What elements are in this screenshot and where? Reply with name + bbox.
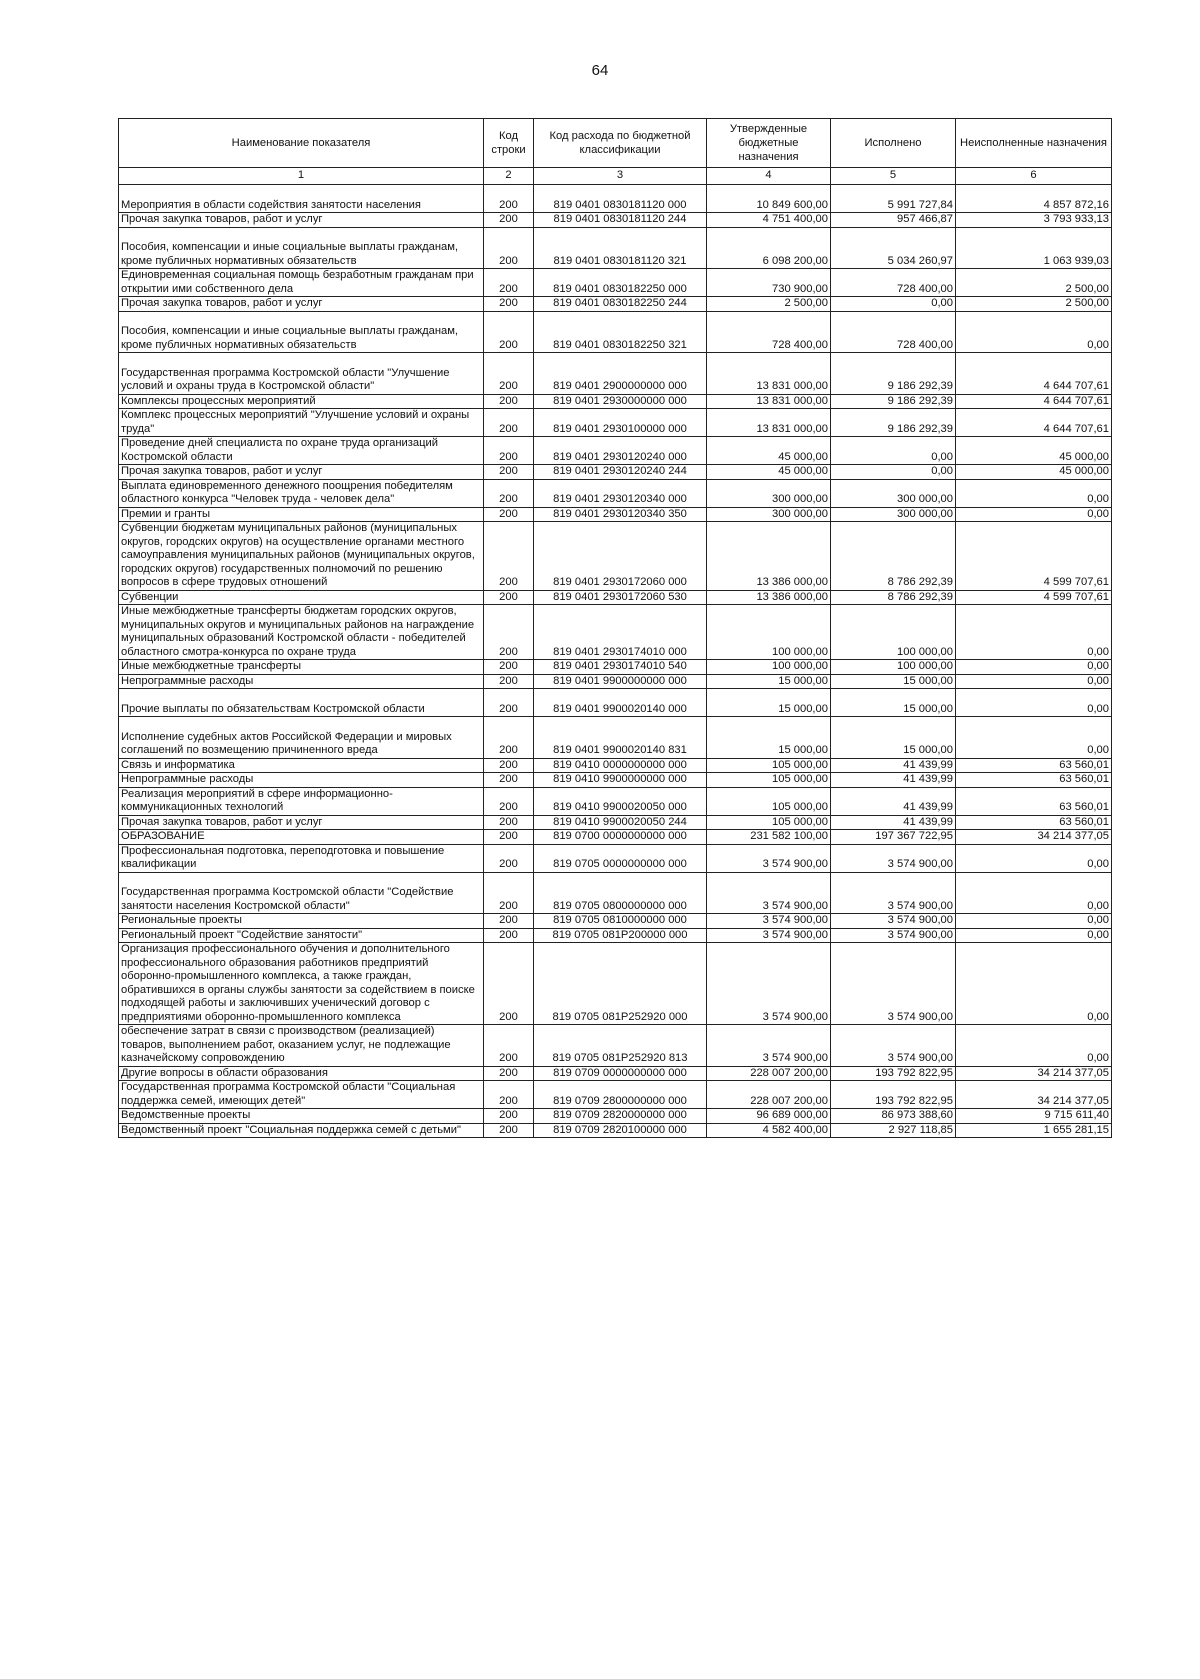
row-line-code: 200 (484, 1025, 534, 1067)
row-line-code: 200 (484, 1123, 534, 1138)
row-unexecuted: 34 214 377,05 (956, 1081, 1112, 1109)
row-approved: 105 000,00 (707, 773, 831, 788)
row-name: Иные межбюджетные трансферты (119, 660, 484, 675)
row-budget-code: 819 0705 081P200000 000 (534, 928, 707, 943)
row-executed: 5 034 260,97 (831, 227, 956, 269)
row-name: Мероприятия в области содействия занятости населения (119, 185, 484, 213)
table-row (119, 660, 1112, 675)
row-approved: 100 000,00 (707, 660, 831, 675)
row-unexecuted: 2 500,00 (956, 269, 1112, 297)
row-approved: 300 000,00 (707, 507, 831, 522)
table-row (119, 353, 1112, 395)
row-approved: 15 000,00 (707, 674, 831, 689)
row-name: Выплата единовременного денежного поощрения победителям областного конкурса "Человек труда - человек дела" (119, 479, 484, 507)
row-executed: 15 000,00 (831, 717, 956, 759)
row-name: ОБРАЗОВАНИЕ (119, 830, 484, 845)
row-line-code: 200 (484, 1066, 534, 1081)
row-executed: 9 186 292,39 (831, 409, 956, 437)
row-name: Организация профессионального обучения и дополнительного профессионального образования работников предприятий оборонно-промышленного комплекса, а также граждан, обратившихся в органы службы занятости за содействием в поиске подходящей работы и заключивших ученический договор с предприятиями оборонно-промышленного комплекса (119, 943, 484, 1025)
row-name: Пособия, компенсации и иные социальные выплаты гражданам, кроме публичных нормативных обязательств (119, 227, 484, 269)
row-line-code: 200 (484, 465, 534, 480)
row-name: Субвенции (119, 590, 484, 605)
row-unexecuted: 63 560,01 (956, 758, 1112, 773)
header-name: Наименование показателя (119, 119, 484, 168)
row-budget-code: 819 0401 2930120240 244 (534, 465, 707, 480)
row-unexecuted: 0,00 (956, 872, 1112, 914)
row-unexecuted: 0,00 (956, 1025, 1112, 1067)
row-name: Непрограммные расходы (119, 773, 484, 788)
row-approved: 10 849 600,00 (707, 185, 831, 213)
column-number: 5 (831, 168, 956, 185)
row-name: Государственная программа Костромской области "Улучшение условий и охраны труда в Костромской области" (119, 353, 484, 395)
row-approved: 13 831 000,00 (707, 409, 831, 437)
row-name: Региональный проект "Содействие занятости" (119, 928, 484, 943)
table-row (119, 717, 1112, 759)
row-name: Пособия, компенсации и иные социальные выплаты гражданам, кроме публичных нормативных обязательств (119, 311, 484, 353)
table-row (119, 928, 1112, 943)
row-approved: 3 574 900,00 (707, 943, 831, 1025)
header-line-code: Код строки (484, 119, 534, 168)
row-budget-code: 819 0401 0830182250 000 (534, 269, 707, 297)
table-row (119, 409, 1112, 437)
row-line-code: 200 (484, 1081, 534, 1109)
row-budget-code: 819 0705 0000000000 000 (534, 844, 707, 872)
row-name: Прочие выплаты по обязательствам Костромской области (119, 689, 484, 717)
table-row (119, 830, 1112, 845)
row-approved: 3 574 900,00 (707, 844, 831, 872)
row-budget-code: 819 0705 0810000000 000 (534, 914, 707, 929)
row-executed: 193 792 822,95 (831, 1081, 956, 1109)
table-row (119, 1109, 1112, 1124)
row-name: Государственная программа Костромской области "Содействие занятости населения Костромской области" (119, 872, 484, 914)
row-approved: 2 500,00 (707, 297, 831, 312)
row-budget-code: 819 0401 9900020140 000 (534, 689, 707, 717)
row-line-code: 200 (484, 914, 534, 929)
row-budget-code: 819 0410 9900020050 244 (534, 815, 707, 830)
row-line-code: 200 (484, 522, 534, 591)
row-unexecuted: 45 000,00 (956, 465, 1112, 480)
row-executed: 2 927 118,85 (831, 1123, 956, 1138)
row-line-code: 200 (484, 507, 534, 522)
row-approved: 45 000,00 (707, 437, 831, 465)
row-executed: 957 466,87 (831, 213, 956, 228)
row-budget-code: 819 0401 2930174010 000 (534, 605, 707, 660)
header-budget-code: Код расхода по бюджетной классификации (534, 119, 707, 168)
row-unexecuted: 4 857 872,16 (956, 185, 1112, 213)
row-unexecuted: 63 560,01 (956, 787, 1112, 815)
row-approved: 15 000,00 (707, 689, 831, 717)
row-line-code: 200 (484, 605, 534, 660)
row-unexecuted: 0,00 (956, 479, 1112, 507)
row-budget-code: 819 0401 2930000000 000 (534, 394, 707, 409)
row-executed: 100 000,00 (831, 660, 956, 675)
table-row (119, 787, 1112, 815)
row-line-code: 200 (484, 479, 534, 507)
row-approved: 105 000,00 (707, 758, 831, 773)
table-row (119, 213, 1112, 228)
row-unexecuted: 2 500,00 (956, 297, 1112, 312)
row-approved: 3 574 900,00 (707, 1025, 831, 1067)
row-budget-code: 819 0709 0000000000 000 (534, 1066, 707, 1081)
row-name: Непрограммные расходы (119, 674, 484, 689)
row-budget-code: 819 0401 2930120240 000 (534, 437, 707, 465)
row-executed: 0,00 (831, 297, 956, 312)
row-name: Другие вопросы в области образования (119, 1066, 484, 1081)
row-executed: 41 439,99 (831, 787, 956, 815)
row-name: Ведомственные проекты (119, 1109, 484, 1124)
header-unexecuted: Неисполненные назначения (956, 119, 1112, 168)
row-line-code: 200 (484, 844, 534, 872)
row-approved: 13 386 000,00 (707, 590, 831, 605)
row-name: обеспечение затрат в связи с производством (реализацией) товаров, выполнением работ, оказанием услуг, не подлежащие казначейскому сопровождению (119, 1025, 484, 1067)
row-executed: 0,00 (831, 465, 956, 480)
row-executed: 41 439,99 (831, 758, 956, 773)
table-row (119, 844, 1112, 872)
row-unexecuted: 3 793 933,13 (956, 213, 1112, 228)
row-unexecuted: 0,00 (956, 717, 1112, 759)
row-approved: 3 574 900,00 (707, 914, 831, 929)
row-executed: 3 574 900,00 (831, 943, 956, 1025)
row-name: Премии и гранты (119, 507, 484, 522)
row-line-code: 200 (484, 353, 534, 395)
table-row (119, 437, 1112, 465)
row-budget-code: 819 0401 0830181120 000 (534, 185, 707, 213)
table-row (119, 815, 1112, 830)
row-line-code: 200 (484, 660, 534, 675)
budget-execution-table (118, 118, 1112, 1138)
row-executed: 8 786 292,39 (831, 522, 956, 591)
row-line-code: 200 (484, 815, 534, 830)
row-approved: 100 000,00 (707, 605, 831, 660)
row-unexecuted: 34 214 377,05 (956, 1066, 1112, 1081)
row-line-code: 200 (484, 437, 534, 465)
row-name: Реализация мероприятий в сфере информационно-коммуникационных технологий (119, 787, 484, 815)
row-unexecuted: 4 644 707,61 (956, 394, 1112, 409)
table-row (119, 297, 1112, 312)
row-name: Комплекс процессных мероприятий "Улучшение условий и охраны труда" (119, 409, 484, 437)
row-name: Профессиональная подготовка, переподготовка и повышение квалификации (119, 844, 484, 872)
row-approved: 105 000,00 (707, 815, 831, 830)
table-row (119, 1025, 1112, 1067)
column-number: 1 (119, 168, 484, 185)
table-row (119, 674, 1112, 689)
row-unexecuted: 0,00 (956, 674, 1112, 689)
row-unexecuted: 1 655 281,15 (956, 1123, 1112, 1138)
row-unexecuted: 45 000,00 (956, 437, 1112, 465)
table-row (119, 1066, 1112, 1081)
table-row (119, 758, 1112, 773)
table-row (119, 943, 1112, 1025)
row-unexecuted: 0,00 (956, 689, 1112, 717)
row-executed: 100 000,00 (831, 605, 956, 660)
row-executed: 15 000,00 (831, 689, 956, 717)
row-executed: 8 786 292,39 (831, 590, 956, 605)
row-approved: 6 098 200,00 (707, 227, 831, 269)
row-executed: 3 574 900,00 (831, 914, 956, 929)
row-name: Прочая закупка товаров, работ и услуг (119, 213, 484, 228)
row-approved: 3 574 900,00 (707, 928, 831, 943)
row-budget-code: 819 0401 0830182250 244 (534, 297, 707, 312)
column-number: 4 (707, 168, 831, 185)
row-line-code: 200 (484, 1109, 534, 1124)
row-executed: 3 574 900,00 (831, 928, 956, 943)
row-line-code: 200 (484, 928, 534, 943)
row-approved: 13 386 000,00 (707, 522, 831, 591)
row-budget-code: 819 0705 081P252920 813 (534, 1025, 707, 1067)
row-unexecuted: 0,00 (956, 605, 1112, 660)
row-name: Связь и информатика (119, 758, 484, 773)
table-row (119, 605, 1112, 660)
row-executed: 9 186 292,39 (831, 394, 956, 409)
row-approved: 15 000,00 (707, 717, 831, 759)
row-unexecuted: 0,00 (956, 914, 1112, 929)
row-budget-code: 819 0401 9900020140 831 (534, 717, 707, 759)
row-line-code: 200 (484, 943, 534, 1025)
page-number: 64 (591, 62, 609, 79)
row-budget-code: 819 0401 2900000000 000 (534, 353, 707, 395)
row-budget-code: 819 0410 0000000000 000 (534, 758, 707, 773)
row-line-code: 200 (484, 297, 534, 312)
table-row (119, 311, 1112, 353)
row-line-code: 200 (484, 689, 534, 717)
row-name: Исполнение судебных актов Российской Федерации и мировых соглашений по возмещению причиненного вреда (119, 717, 484, 759)
row-budget-code: 819 0709 2800000000 000 (534, 1081, 707, 1109)
table-row (119, 689, 1112, 717)
table-row (119, 269, 1112, 297)
row-name: Государственная программа Костромской области "Социальная поддержка семей, имеющих детей" (119, 1081, 484, 1109)
table-row (119, 1123, 1112, 1138)
row-name: Комплексы процессных мероприятий (119, 394, 484, 409)
row-budget-code: 819 0410 9900020050 000 (534, 787, 707, 815)
row-line-code: 200 (484, 717, 534, 759)
row-approved: 228 007 200,00 (707, 1081, 831, 1109)
row-executed: 193 792 822,95 (831, 1066, 956, 1081)
row-budget-code: 819 0709 2820000000 000 (534, 1109, 707, 1124)
row-line-code: 200 (484, 227, 534, 269)
row-approved: 13 831 000,00 (707, 394, 831, 409)
row-unexecuted: 0,00 (956, 943, 1112, 1025)
table-row (119, 773, 1112, 788)
table-row (119, 479, 1112, 507)
row-approved: 3 574 900,00 (707, 872, 831, 914)
row-budget-code: 819 0401 2930174010 540 (534, 660, 707, 675)
row-line-code: 200 (484, 773, 534, 788)
row-executed: 3 574 900,00 (831, 844, 956, 872)
row-line-code: 200 (484, 830, 534, 845)
row-unexecuted: 63 560,01 (956, 773, 1112, 788)
row-approved: 96 689 000,00 (707, 1109, 831, 1124)
row-line-code: 200 (484, 311, 534, 353)
row-line-code: 200 (484, 269, 534, 297)
header-approved: Утвержденные бюджетные назначения (707, 119, 831, 168)
row-approved: 105 000,00 (707, 787, 831, 815)
row-line-code: 200 (484, 590, 534, 605)
row-name: Прочая закупка товаров, работ и услуг (119, 465, 484, 480)
row-executed: 728 400,00 (831, 269, 956, 297)
row-name: Проведение дней специалиста по охране труда организаций Костромской области (119, 437, 484, 465)
row-executed: 41 439,99 (831, 815, 956, 830)
row-budget-code: 819 0401 2930172060 530 (534, 590, 707, 605)
table-row (119, 522, 1112, 591)
row-approved: 45 000,00 (707, 465, 831, 480)
column-number: 3 (534, 168, 707, 185)
column-number-row (119, 168, 1112, 185)
table-row (119, 872, 1112, 914)
header-executed: Исполнено (831, 119, 956, 168)
row-unexecuted: 0,00 (956, 844, 1112, 872)
row-executed: 15 000,00 (831, 674, 956, 689)
row-unexecuted: 34 214 377,05 (956, 830, 1112, 845)
row-name: Прочая закупка товаров, работ и услуг (119, 297, 484, 312)
row-name: Субвенции бюджетам муниципальных районов (муниципальных округов, городских округов) на осуществление органами местного самоуправления муниципальных районов (муниципальных округов, городских округов) государственных полномочий по решению вопросов в сфере трудовых отношений (119, 522, 484, 591)
row-approved: 4 751 400,00 (707, 213, 831, 228)
table-row (119, 185, 1112, 213)
row-unexecuted: 0,00 (956, 660, 1112, 675)
row-unexecuted: 1 063 939,03 (956, 227, 1112, 269)
row-executed: 197 367 722,95 (831, 830, 956, 845)
row-executed: 86 973 388,60 (831, 1109, 956, 1124)
row-executed: 3 574 900,00 (831, 1025, 956, 1067)
row-executed: 3 574 900,00 (831, 872, 956, 914)
table-row (119, 590, 1112, 605)
table-row (119, 227, 1112, 269)
row-unexecuted: 4 644 707,61 (956, 409, 1112, 437)
row-budget-code: 819 0705 081P252920 000 (534, 943, 707, 1025)
row-budget-code: 819 0401 2930120340 350 (534, 507, 707, 522)
row-approved: 228 007 200,00 (707, 1066, 831, 1081)
row-line-code: 200 (484, 758, 534, 773)
row-name: Единовременная социальная помощь безработным гражданам при открытии ими собственного дела (119, 269, 484, 297)
table-row (119, 394, 1112, 409)
row-budget-code: 819 0401 2930172060 000 (534, 522, 707, 591)
row-budget-code: 819 0705 0800000000 000 (534, 872, 707, 914)
table-body (119, 185, 1112, 1138)
row-line-code: 200 (484, 872, 534, 914)
row-name: Региональные проекты (119, 914, 484, 929)
row-unexecuted: 0,00 (956, 928, 1112, 943)
row-approved: 231 582 100,00 (707, 830, 831, 845)
row-budget-code: 819 0401 0830181120 321 (534, 227, 707, 269)
row-executed: 0,00 (831, 437, 956, 465)
row-unexecuted: 4 599 707,61 (956, 522, 1112, 591)
header-row (119, 119, 1112, 168)
row-line-code: 200 (484, 394, 534, 409)
row-line-code: 200 (484, 185, 534, 213)
row-line-code: 200 (484, 409, 534, 437)
row-approved: 4 582 400,00 (707, 1123, 831, 1138)
table-row (119, 507, 1112, 522)
row-executed: 300 000,00 (831, 507, 956, 522)
row-approved: 728 400,00 (707, 311, 831, 353)
row-budget-code: 819 0401 2930120340 000 (534, 479, 707, 507)
row-line-code: 200 (484, 674, 534, 689)
row-budget-code: 819 0709 2820100000 000 (534, 1123, 707, 1138)
row-budget-code: 819 0401 9900000000 000 (534, 674, 707, 689)
row-unexecuted: 9 715 611,40 (956, 1109, 1112, 1124)
row-unexecuted: 63 560,01 (956, 815, 1112, 830)
column-number: 6 (956, 168, 1112, 185)
row-line-code: 200 (484, 213, 534, 228)
row-executed: 728 400,00 (831, 311, 956, 353)
row-executed: 5 991 727,84 (831, 185, 956, 213)
row-executed: 41 439,99 (831, 773, 956, 788)
row-budget-code: 819 0700 0000000000 000 (534, 830, 707, 845)
row-approved: 730 900,00 (707, 269, 831, 297)
row-name: Ведомственный проект "Социальная поддержка семей с детьми" (119, 1123, 484, 1138)
row-budget-code: 819 0401 0830181120 244 (534, 213, 707, 228)
row-unexecuted: 0,00 (956, 507, 1112, 522)
row-executed: 300 000,00 (831, 479, 956, 507)
table-row (119, 465, 1112, 480)
table-row (119, 1081, 1112, 1109)
row-name: Прочая закупка товаров, работ и услуг (119, 815, 484, 830)
column-number: 2 (484, 168, 534, 185)
row-unexecuted: 4 644 707,61 (956, 353, 1112, 395)
row-unexecuted: 0,00 (956, 311, 1112, 353)
row-line-code: 200 (484, 787, 534, 815)
row-unexecuted: 4 599 707,61 (956, 590, 1112, 605)
row-budget-code: 819 0410 9900000000 000 (534, 773, 707, 788)
row-budget-code: 819 0401 0830182250 321 (534, 311, 707, 353)
table-row (119, 914, 1112, 929)
row-executed: 9 186 292,39 (831, 353, 956, 395)
row-approved: 13 831 000,00 (707, 353, 831, 395)
row-budget-code: 819 0401 2930100000 000 (534, 409, 707, 437)
row-approved: 300 000,00 (707, 479, 831, 507)
row-name: Иные межбюджетные трансферты бюджетам городских округов, муниципальных округов и муниципальных районов на награждение муниципальных образований Костромской области - победителей областного смотра-конкурса по охране труда (119, 605, 484, 660)
